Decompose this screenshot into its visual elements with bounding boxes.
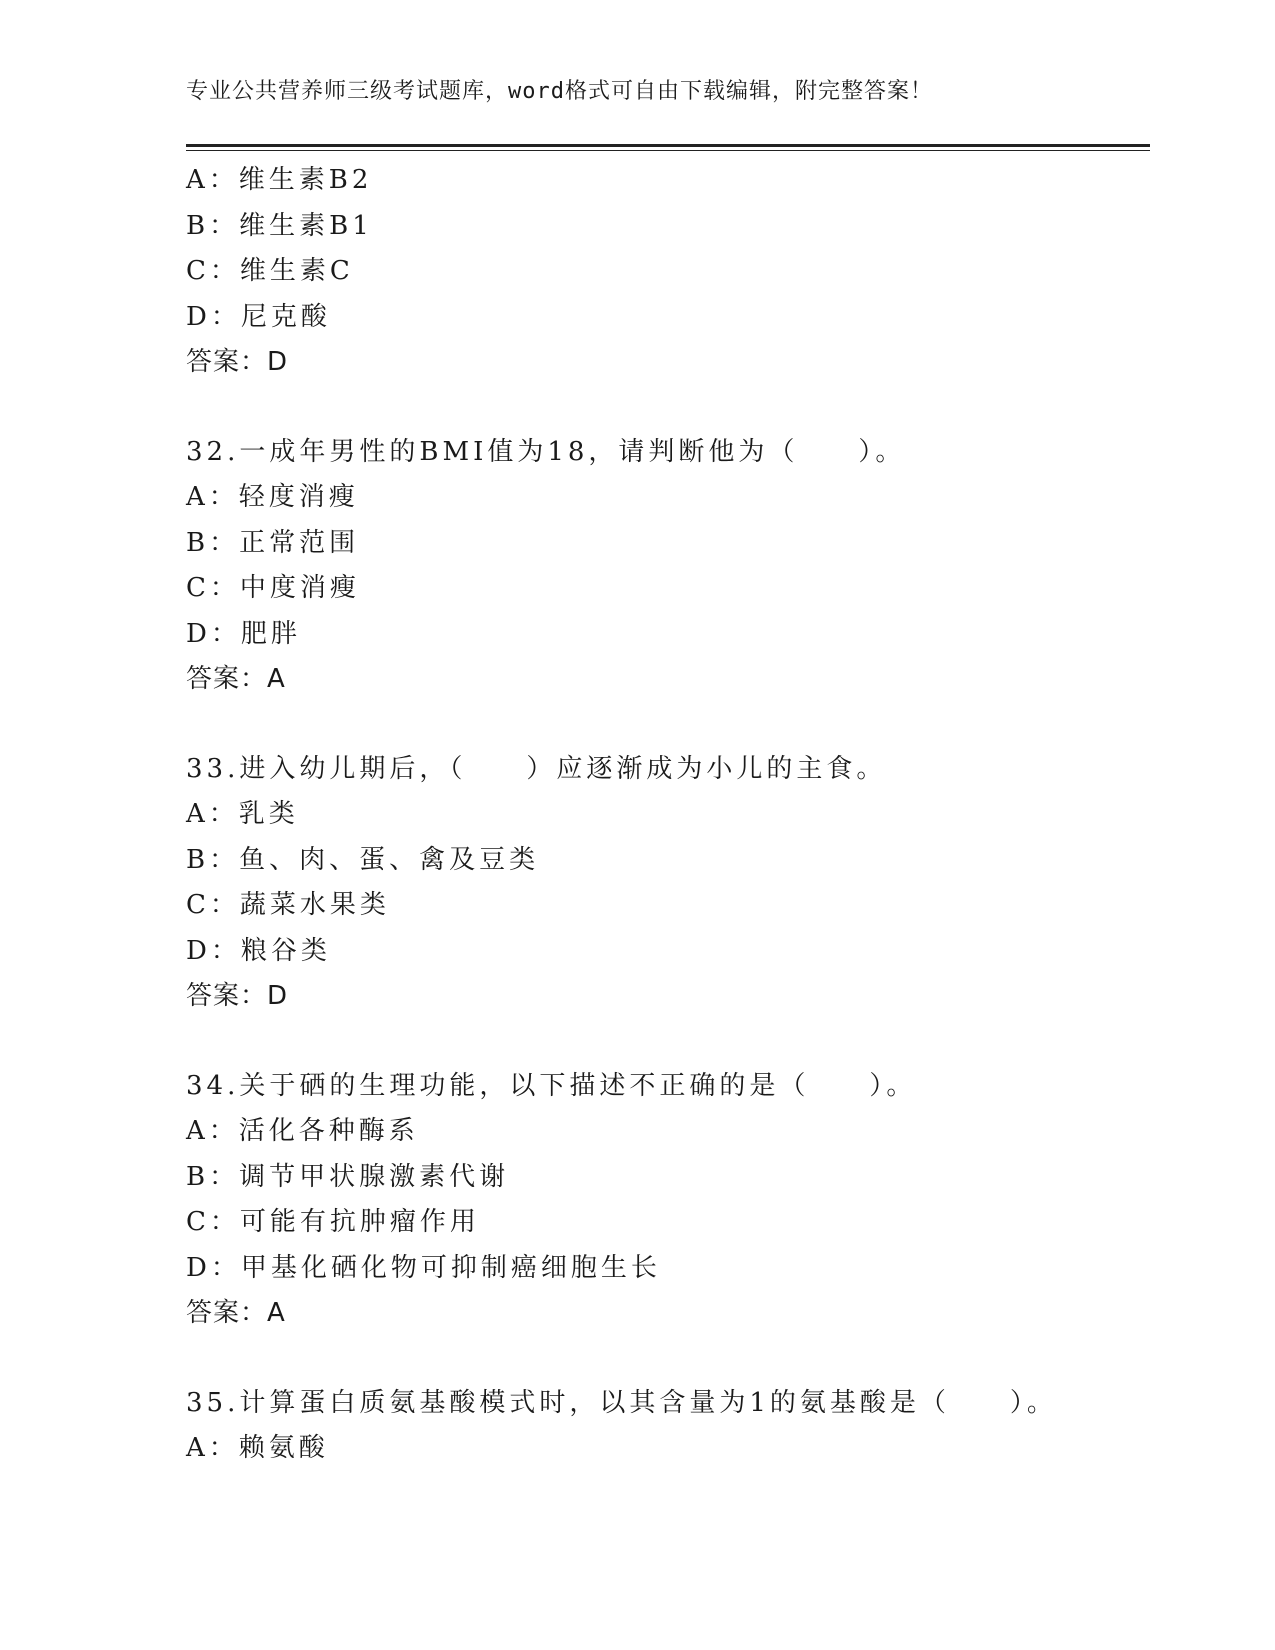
question-block-31 [186, 158, 1150, 386]
question-content [186, 158, 1150, 1472]
answer-line: 答案：A [186, 1298, 286, 1328]
header-rule-thin [186, 150, 1150, 151]
question-block-35 [186, 1381, 1150, 1472]
option-a: A：活化各种酶系 [186, 1116, 419, 1146]
answer-line: 答案：D [186, 347, 289, 377]
question-block-34 [186, 1064, 1150, 1337]
header-rule-thick [186, 144, 1150, 147]
option-c: C：蔬菜水果类 [186, 890, 390, 920]
option-d: D：甲基化硒化物可抑制癌细胞生长 [186, 1252, 661, 1283]
option-b: B：正常范围 [186, 527, 360, 558]
option-b: B：调节甲状腺激素代谢 [186, 1161, 510, 1192]
page-header: 专业公共营养师三级考试题库，word格式可自由下载编辑，附完整答案！ [186, 79, 933, 104]
question-text: 34.关于硒的生理功能，以下描述不正确的是（ ）。 [186, 1070, 917, 1101]
option-a: A：赖氨酸 [186, 1433, 329, 1463]
option-a: A：维生素B2 [186, 165, 373, 195]
option-d: D：尼克酸 [186, 301, 331, 332]
option-c: C：可能有抗肿瘤作用 [186, 1207, 480, 1237]
option-c: C：维生素C [186, 256, 354, 286]
question-text: 33.进入幼儿期后，（ ）应逐渐成为小儿的主食。 [186, 753, 887, 784]
answer-line: 答案：A [186, 664, 286, 694]
option-d: D：肥胖 [186, 618, 301, 649]
option-d: D：粮谷类 [186, 935, 331, 966]
question-block-32 [186, 430, 1150, 703]
option-b: B：鱼、肉、蛋、禽及豆类 [186, 844, 540, 875]
option-a: A：乳类 [186, 799, 299, 829]
question-text: 32.一成年男性的BMI值为18，请判断他为（ ）。 [186, 436, 906, 467]
option-a: A：轻度消瘦 [186, 482, 359, 512]
option-c: C：中度消瘦 [186, 573, 360, 603]
question-text: 35.计算蛋白质氨基酸模式时，以其含量为1的氨基酸是（ ）。 [186, 1387, 1057, 1418]
question-block-33 [186, 747, 1150, 1020]
answer-line: 答案：D [186, 981, 289, 1011]
option-b: B：维生素B1 [186, 210, 373, 241]
